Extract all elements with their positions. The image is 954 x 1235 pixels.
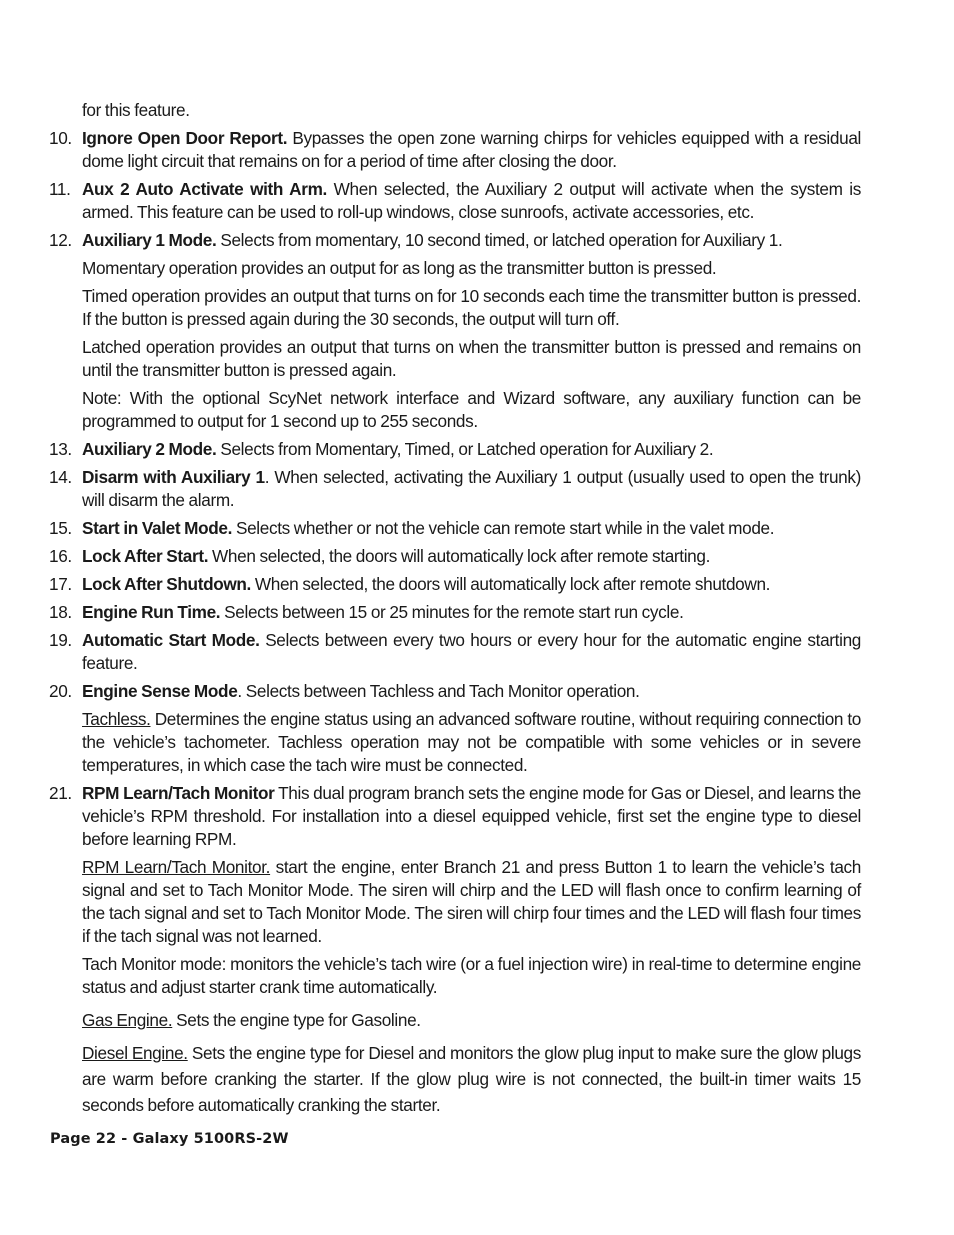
aux1-timed-text: Timed operation provides an output that turns on for 10 seconds each time the transmitter button is pressed. If the button is pressed again during the 30 seconds, the output will turn off. (82, 286, 861, 329)
diesel-engine-text: Diesel Engine. Sets the engine type for Diesel and monitors the glow plug input to make sure the glow plugs are warm before cranking the starter. If the glow plug wire is not connected, the built-in timer waits 15 seconds before automatically cranking the starter. (82, 1043, 862, 1115)
list-item-15: 15. Start in Valet Mode. Selects whether or not the vehicle can remote start while in the valet mode. (49, 518, 775, 538)
list-item-18: 18. Engine Run Time. Selects between 15 or 25 minutes for the remote start run cycle. (49, 602, 684, 622)
list-item-16: 16. Lock After Start. When selected, the doors will automatically lock after remote starting. (49, 546, 711, 566)
list-item-11: 11. Aux 2 Auto Activate with Arm. When selected, the Auxiliary 2 output will activate when the system is armed. This feature can be used to roll-up windows, close sunroofs, activate accessories, etc. (49, 179, 861, 222)
list-item-21: 21. RPM Learn/Tach Monitor This dual program branch sets the engine mode for Gas or Diesel, and learns the vehicle’s RPM threshold. For installation into a diesel equipped vehicle, first set the engine type to diesel before learning RPM. (49, 783, 861, 849)
list-item-13: 13. Auxiliary 2 Mode. Selects from Momentary, Timed, or Latched operation for Auxiliary 2. (49, 439, 714, 459)
page-footer: Page 22 - Galaxy 5100RS-2W (50, 1131, 289, 1147)
tachless-text: Tachless. Determines the engine status using an advanced software routine, without requiring connection to the vehicle’s tachometer. Tachless operation may not be compatible with some vehicles or in severe temperatures, in which case the tach wire must be connected. (82, 709, 861, 775)
list-item-14: 14. Disarm with Auxiliary 1. When selected, activating the Auxiliary 1 output (usually used to open the trunk) will disarm the alarm. (49, 467, 862, 510)
aux1-latched-text: Latched operation provides an output that turns on when the transmitter button is pressed and remains on until the transmitter button is pressed again. (82, 337, 861, 380)
rpm-learn-text: RPM Learn/Tach Monitor. start the engine, enter Branch 21 and press Button 1 to learn the vehicle’s tach signal and set to Tach Monitor Mode. The siren will chirp and the LED will flash once to confirm learning of the tach signal and set to Tach Monitor Mode. The siren will chirp four times and the LED will flash four times if the tach signal was not learned. (82, 857, 861, 946)
aux1-note-text: Note: With the optional ScyNet network interface and Wizard software, any auxiliary function can be programmed to output for 1 second up to 255 seconds. (82, 388, 861, 431)
list-item-12: 12. Auxiliary 1 Mode. Selects from momentary, 10 second timed, or latched operation for Auxiliary 1. (49, 230, 783, 250)
tach-monitor-text: Tach Monitor mode: monitors the vehicle’s tach wire (or a fuel injection wire) in real-time to determine engine status and adjust starter crank time automatically. (82, 954, 861, 997)
list-item-17: 17. Lock After Shutdown. When selected, the doors will automatically lock after remote shutdown. (49, 574, 771, 594)
list-item-20: 20. Engine Sense Mode. Selects between Tachless and Tach Monitor operation. (49, 681, 640, 701)
gas-engine-text: Gas Engine. Sets the engine type for Gasoline. (82, 1010, 421, 1030)
aux1-momentary-text: Momentary operation provides an output for as long as the transmitter button is pressed. (82, 258, 717, 278)
page-body (49, 99, 862, 1118)
list-item-10: 10. Ignore Open Door Report. Bypasses the open zone warning chirps for vehicles equipped with a residual dome light circuit that remains on for a period of time after closing the door. (49, 128, 861, 171)
list-item-19: 19. Automatic Start Mode. Selects between every two hours or every hour for the automatic engine starting feature. (49, 630, 861, 673)
intro-text: for this feature. (82, 100, 190, 120)
